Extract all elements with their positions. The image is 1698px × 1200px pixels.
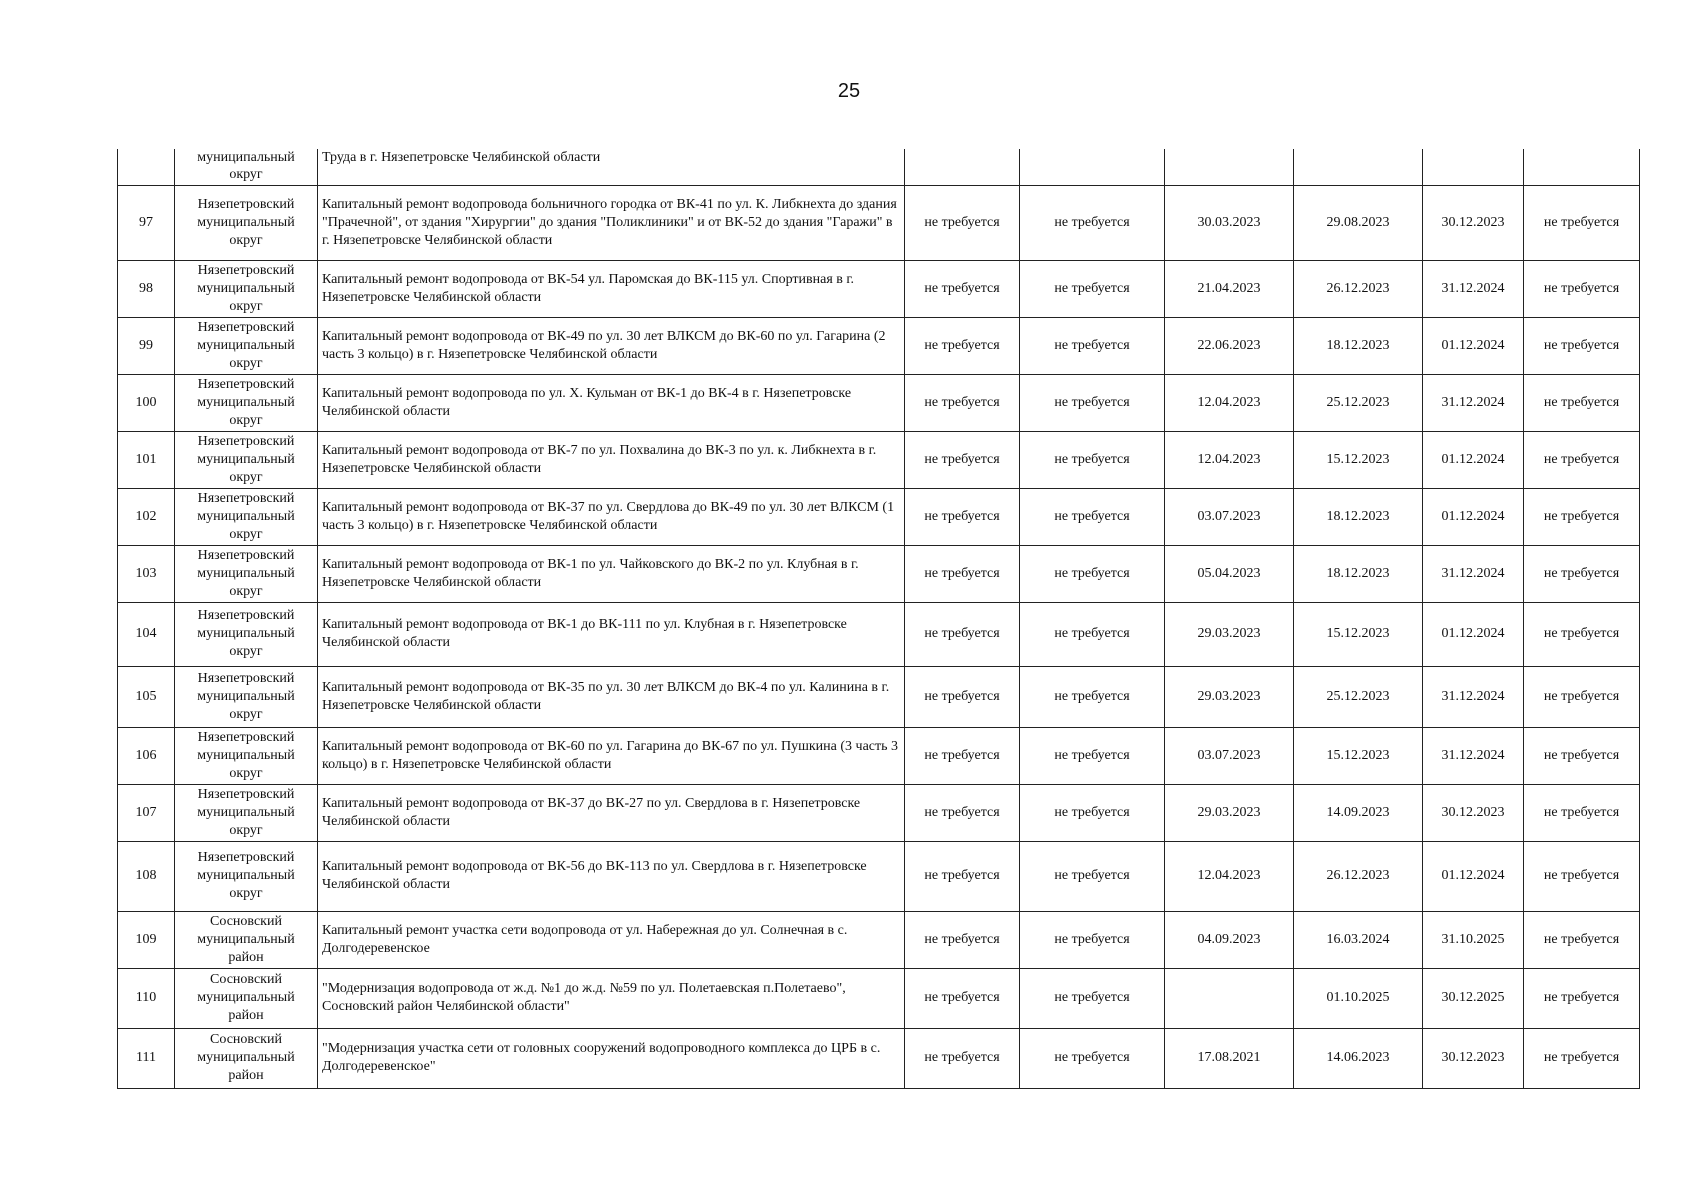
cell-commission-date: 31.12.2024 xyxy=(1423,727,1524,784)
cell-district: Нязепетровский муниципальный округ xyxy=(175,260,318,317)
cell-empty xyxy=(1165,149,1294,185)
cell-commission-date: 31.12.2024 xyxy=(1423,374,1524,431)
cell-start-date: 22.06.2023 xyxy=(1165,317,1294,374)
cell-commission-date: 30.12.2025 xyxy=(1423,968,1524,1028)
cell-end-date: 18.12.2023 xyxy=(1294,317,1423,374)
cell-district: Нязепетровский муниципальный округ xyxy=(175,317,318,374)
cell-design-docs: не требуется xyxy=(905,185,1020,260)
cell-end-date: 15.12.2023 xyxy=(1294,431,1423,488)
cell-work: Капитальный ремонт участка сети водопровода от ул. Набережная до ул. Солнечная в с. Долгодеревенское xyxy=(318,911,905,968)
table-row xyxy=(118,911,1640,968)
table-row xyxy=(118,317,1640,374)
cell-expertise: не требуется xyxy=(1020,1028,1165,1088)
cell-design-docs: не требуется xyxy=(905,488,1020,545)
cell-end-date: 14.06.2023 xyxy=(1294,1028,1423,1088)
cell-permit: не требуется xyxy=(1524,374,1640,431)
cell-expertise: не требуется xyxy=(1020,260,1165,317)
table-row xyxy=(118,488,1640,545)
cell-num: 111 xyxy=(118,1028,175,1088)
table-row xyxy=(118,1028,1640,1088)
cell-num: 100 xyxy=(118,374,175,431)
cell-empty xyxy=(1294,149,1423,185)
cell-num: 103 xyxy=(118,545,175,602)
cell-expertise: не требуется xyxy=(1020,841,1165,911)
cell-commission-date: 01.12.2024 xyxy=(1423,317,1524,374)
cell-permit: не требуется xyxy=(1524,727,1640,784)
cell-commission-date: 01.12.2024 xyxy=(1423,488,1524,545)
cell-empty xyxy=(1524,149,1640,185)
cell-expertise: не требуется xyxy=(1020,911,1165,968)
cell-expertise: не требуется xyxy=(1020,727,1165,784)
table-row xyxy=(118,431,1640,488)
cell-district: Нязепетровский муниципальный округ xyxy=(175,602,318,666)
cell-permit: не требуется xyxy=(1524,666,1640,727)
cell-num: 101 xyxy=(118,431,175,488)
cell-work: Капитальный ремонт водопровода от ВК-1 до ВК-111 по ул. Клубная в г. Нязепетровске Челябинской области xyxy=(318,602,905,666)
cell-expertise: не требуется xyxy=(1020,968,1165,1028)
cell-expertise: не требуется xyxy=(1020,374,1165,431)
cell-work: Капитальный ремонт водопровода от ВК-60 по ул. Гагарина до ВК-67 по ул. Пушкина (3 часть 3 кольцо) в г. Нязепетровске Челябинской области xyxy=(318,727,905,784)
cell-commission-date: 01.12.2024 xyxy=(1423,431,1524,488)
cell-start-date: 05.04.2023 xyxy=(1165,545,1294,602)
table-row xyxy=(118,666,1640,727)
cell-work: Капитальный ремонт водопровода больничного городка от ВК-41 по ул. К. Либкнехта до здания "Прачечной", от здания "Хирургии" до здания "Поликлиники" и от ВК-52 до здания "Гаражи" в г. Нязепетровске Челябинской области xyxy=(318,185,905,260)
cell-design-docs: не требуется xyxy=(905,602,1020,666)
cell-district: Нязепетровский муниципальный округ xyxy=(175,374,318,431)
cell-district: Сосновский муниципальный район xyxy=(175,911,318,968)
cell-work: Капитальный ремонт водопровода от ВК-1 по ул. Чайковского до ВК-2 по ул. Клубная в г. Нязепетровске Челябинской области xyxy=(318,545,905,602)
cell-end-date: 25.12.2023 xyxy=(1294,666,1423,727)
cell-num: 106 xyxy=(118,727,175,784)
cell-empty xyxy=(1423,149,1524,185)
page-number: 25 xyxy=(837,80,861,102)
cell-commission-date: 31.12.2024 xyxy=(1423,545,1524,602)
cell-num: 105 xyxy=(118,666,175,727)
cell-design-docs: не требуется xyxy=(905,1028,1020,1088)
cell-permit: не требуется xyxy=(1524,488,1640,545)
cell-expertise: не требуется xyxy=(1020,317,1165,374)
cell-start-date: 17.08.2021 xyxy=(1165,1028,1294,1088)
cell-work: Труда в г. Нязепетровске Челябинской области xyxy=(318,149,905,185)
cell-end-date: 14.09.2023 xyxy=(1294,784,1423,841)
cell-permit: не требуется xyxy=(1524,1028,1640,1088)
cell-expertise: не требуется xyxy=(1020,488,1165,545)
cell-commission-date: 01.12.2024 xyxy=(1423,602,1524,666)
table-row xyxy=(118,185,1640,260)
table-row xyxy=(118,374,1640,431)
cell-permit: не требуется xyxy=(1524,911,1640,968)
cell-expertise: не требуется xyxy=(1020,545,1165,602)
cell-permit: не требуется xyxy=(1524,431,1640,488)
cell-start-date xyxy=(1165,968,1294,1028)
cell-start-date: 03.07.2023 xyxy=(1165,488,1294,545)
cell-end-date: 16.03.2024 xyxy=(1294,911,1423,968)
cell-permit: не требуется xyxy=(1524,784,1640,841)
cell-design-docs: не требуется xyxy=(905,911,1020,968)
cell-district: Нязепетровский муниципальный округ xyxy=(175,545,318,602)
cell-district: Нязепетровский муниципальный округ xyxy=(175,727,318,784)
cell-num: 99 xyxy=(118,317,175,374)
cell-design-docs: не требуется xyxy=(905,841,1020,911)
cell-work: Капитальный ремонт водопровода по ул. Х. Кульман от ВК-1 до ВК-4 в г. Нязепетровске Челябинской области xyxy=(318,374,905,431)
cell-num: 104 xyxy=(118,602,175,666)
cell-district: Нязепетровский муниципальный округ xyxy=(175,185,318,260)
cell-work: Капитальный ремонт водопровода от ВК-7 по ул. Похвалина до ВК-3 по ул. к. Либкнехта в г. Нязепетровске Челябинской области xyxy=(318,431,905,488)
cell-start-date: 21.04.2023 xyxy=(1165,260,1294,317)
cell-start-date: 29.03.2023 xyxy=(1165,602,1294,666)
cell-start-date: 29.03.2023 xyxy=(1165,784,1294,841)
cell-num: 98 xyxy=(118,260,175,317)
cell-end-date: 18.12.2023 xyxy=(1294,488,1423,545)
cell-num: 107 xyxy=(118,784,175,841)
cell-end-date: 29.08.2023 xyxy=(1294,185,1423,260)
cell-num: 109 xyxy=(118,911,175,968)
cell-district: Сосновский муниципальный район xyxy=(175,968,318,1028)
cell-district: Нязепетровский муниципальный округ xyxy=(175,431,318,488)
cell-expertise: не требуется xyxy=(1020,431,1165,488)
cell-expertise: не требуется xyxy=(1020,185,1165,260)
table-row xyxy=(118,545,1640,602)
cell-design-docs: не требуется xyxy=(905,968,1020,1028)
cell-commission-date: 01.12.2024 xyxy=(1423,841,1524,911)
cell-start-date: 29.03.2023 xyxy=(1165,666,1294,727)
cell-design-docs: не требуется xyxy=(905,727,1020,784)
cell-work: Капитальный ремонт водопровода от ВК-54 ул. Паромская до ВК-115 ул. Спортивная в г. Нязепетровске Челябинской области xyxy=(318,260,905,317)
cell-commission-date: 30.12.2023 xyxy=(1423,185,1524,260)
cell-num xyxy=(118,149,175,185)
table-row xyxy=(118,784,1640,841)
cell-expertise: не требуется xyxy=(1020,784,1165,841)
cell-district: муниципальный округ xyxy=(175,149,318,185)
cell-work: Капитальный ремонт водопровода от ВК-35 по ул. 30 лет ВЛКСМ до ВК-4 по ул. Калинина в г. Нязепетровске Челябинской области xyxy=(318,666,905,727)
cell-commission-date: 31.12.2024 xyxy=(1423,260,1524,317)
cell-end-date: 18.12.2023 xyxy=(1294,545,1423,602)
cell-num: 97 xyxy=(118,185,175,260)
cell-expertise: не требуется xyxy=(1020,602,1165,666)
cell-end-date: 01.10.2025 xyxy=(1294,968,1423,1028)
cell-district: Нязепетровский муниципальный округ xyxy=(175,666,318,727)
table-row xyxy=(118,260,1640,317)
cell-work: Капитальный ремонт водопровода от ВК-56 до ВК-113 по ул. Свердлова в г. Нязепетровске Челябинской области xyxy=(318,841,905,911)
cell-design-docs: не требуется xyxy=(905,317,1020,374)
cell-district: Нязепетровский муниципальный округ xyxy=(175,784,318,841)
cell-commission-date: 30.12.2023 xyxy=(1423,784,1524,841)
cell-end-date: 26.12.2023 xyxy=(1294,841,1423,911)
cell-work: Капитальный ремонт водопровода от ВК-37 до ВК-27 по ул. Свердлова в г. Нязепетровске Челябинской области xyxy=(318,784,905,841)
cell-district: Нязепетровский муниципальный округ xyxy=(175,841,318,911)
cell-start-date: 30.03.2023 xyxy=(1165,185,1294,260)
cell-expertise: не требуется xyxy=(1020,666,1165,727)
cell-end-date: 25.12.2023 xyxy=(1294,374,1423,431)
cell-design-docs: не требуется xyxy=(905,784,1020,841)
cell-num: 108 xyxy=(118,841,175,911)
table-row xyxy=(118,968,1640,1028)
table-row xyxy=(118,841,1640,911)
cell-work: Капитальный ремонт водопровода от ВК-49 по ул. 30 лет ВЛКСМ до ВК-60 по ул. Гагарина (2 часть 3 кольцо) в г. Нязепетровске Челябинской области xyxy=(318,317,905,374)
cell-empty xyxy=(1020,149,1165,185)
cell-start-date: 04.09.2023 xyxy=(1165,911,1294,968)
cell-work: Капитальный ремонт водопровода от ВК-37 по ул. Свердлова до ВК-49 по ул. 30 лет ВЛКСМ (1 часть 3 кольцо) в г. Нязепетровске Челябинской области xyxy=(318,488,905,545)
cell-empty xyxy=(905,149,1020,185)
cell-commission-date: 30.12.2023 xyxy=(1423,1028,1524,1088)
table-body xyxy=(118,149,1640,1088)
table-row xyxy=(118,727,1640,784)
cell-end-date: 15.12.2023 xyxy=(1294,602,1423,666)
cell-district: Сосновский муниципальный район xyxy=(175,1028,318,1088)
cell-commission-date: 31.10.2025 xyxy=(1423,911,1524,968)
cell-start-date: 12.04.2023 xyxy=(1165,841,1294,911)
cell-end-date: 15.12.2023 xyxy=(1294,727,1423,784)
cell-design-docs: не требуется xyxy=(905,374,1020,431)
cell-start-date: 12.04.2023 xyxy=(1165,431,1294,488)
cell-permit: не требуется xyxy=(1524,841,1640,911)
cell-permit: не требуется xyxy=(1524,968,1640,1028)
cell-work: "Модернизация водопровода от ж.д. №1 до ж.д. №59 по ул. Полетаевская п.Полетаево", Сосновский район Челябинской области" xyxy=(318,968,905,1028)
cell-num: 110 xyxy=(118,968,175,1028)
cell-permit: не требуется xyxy=(1524,602,1640,666)
cell-num: 102 xyxy=(118,488,175,545)
cell-permit: не требуется xyxy=(1524,260,1640,317)
continuation-row xyxy=(118,149,1640,185)
cell-permit: не требуется xyxy=(1524,185,1640,260)
cell-commission-date: 31.12.2024 xyxy=(1423,666,1524,727)
works-table xyxy=(117,149,1640,1089)
cell-design-docs: не требуется xyxy=(905,545,1020,602)
cell-work: "Модернизация участка сети от головных сооружений водопроводного комплекса до ЦРБ в с. Долгодеревенское" xyxy=(318,1028,905,1088)
cell-end-date: 26.12.2023 xyxy=(1294,260,1423,317)
cell-design-docs: не требуется xyxy=(905,431,1020,488)
table-row xyxy=(118,602,1640,666)
cell-design-docs: не требуется xyxy=(905,260,1020,317)
cell-start-date: 12.04.2023 xyxy=(1165,374,1294,431)
cell-district: Нязепетровский муниципальный округ xyxy=(175,488,318,545)
cell-permit: не требуется xyxy=(1524,317,1640,374)
cell-permit: не требуется xyxy=(1524,545,1640,602)
cell-design-docs: не требуется xyxy=(905,666,1020,727)
cell-start-date: 03.07.2023 xyxy=(1165,727,1294,784)
